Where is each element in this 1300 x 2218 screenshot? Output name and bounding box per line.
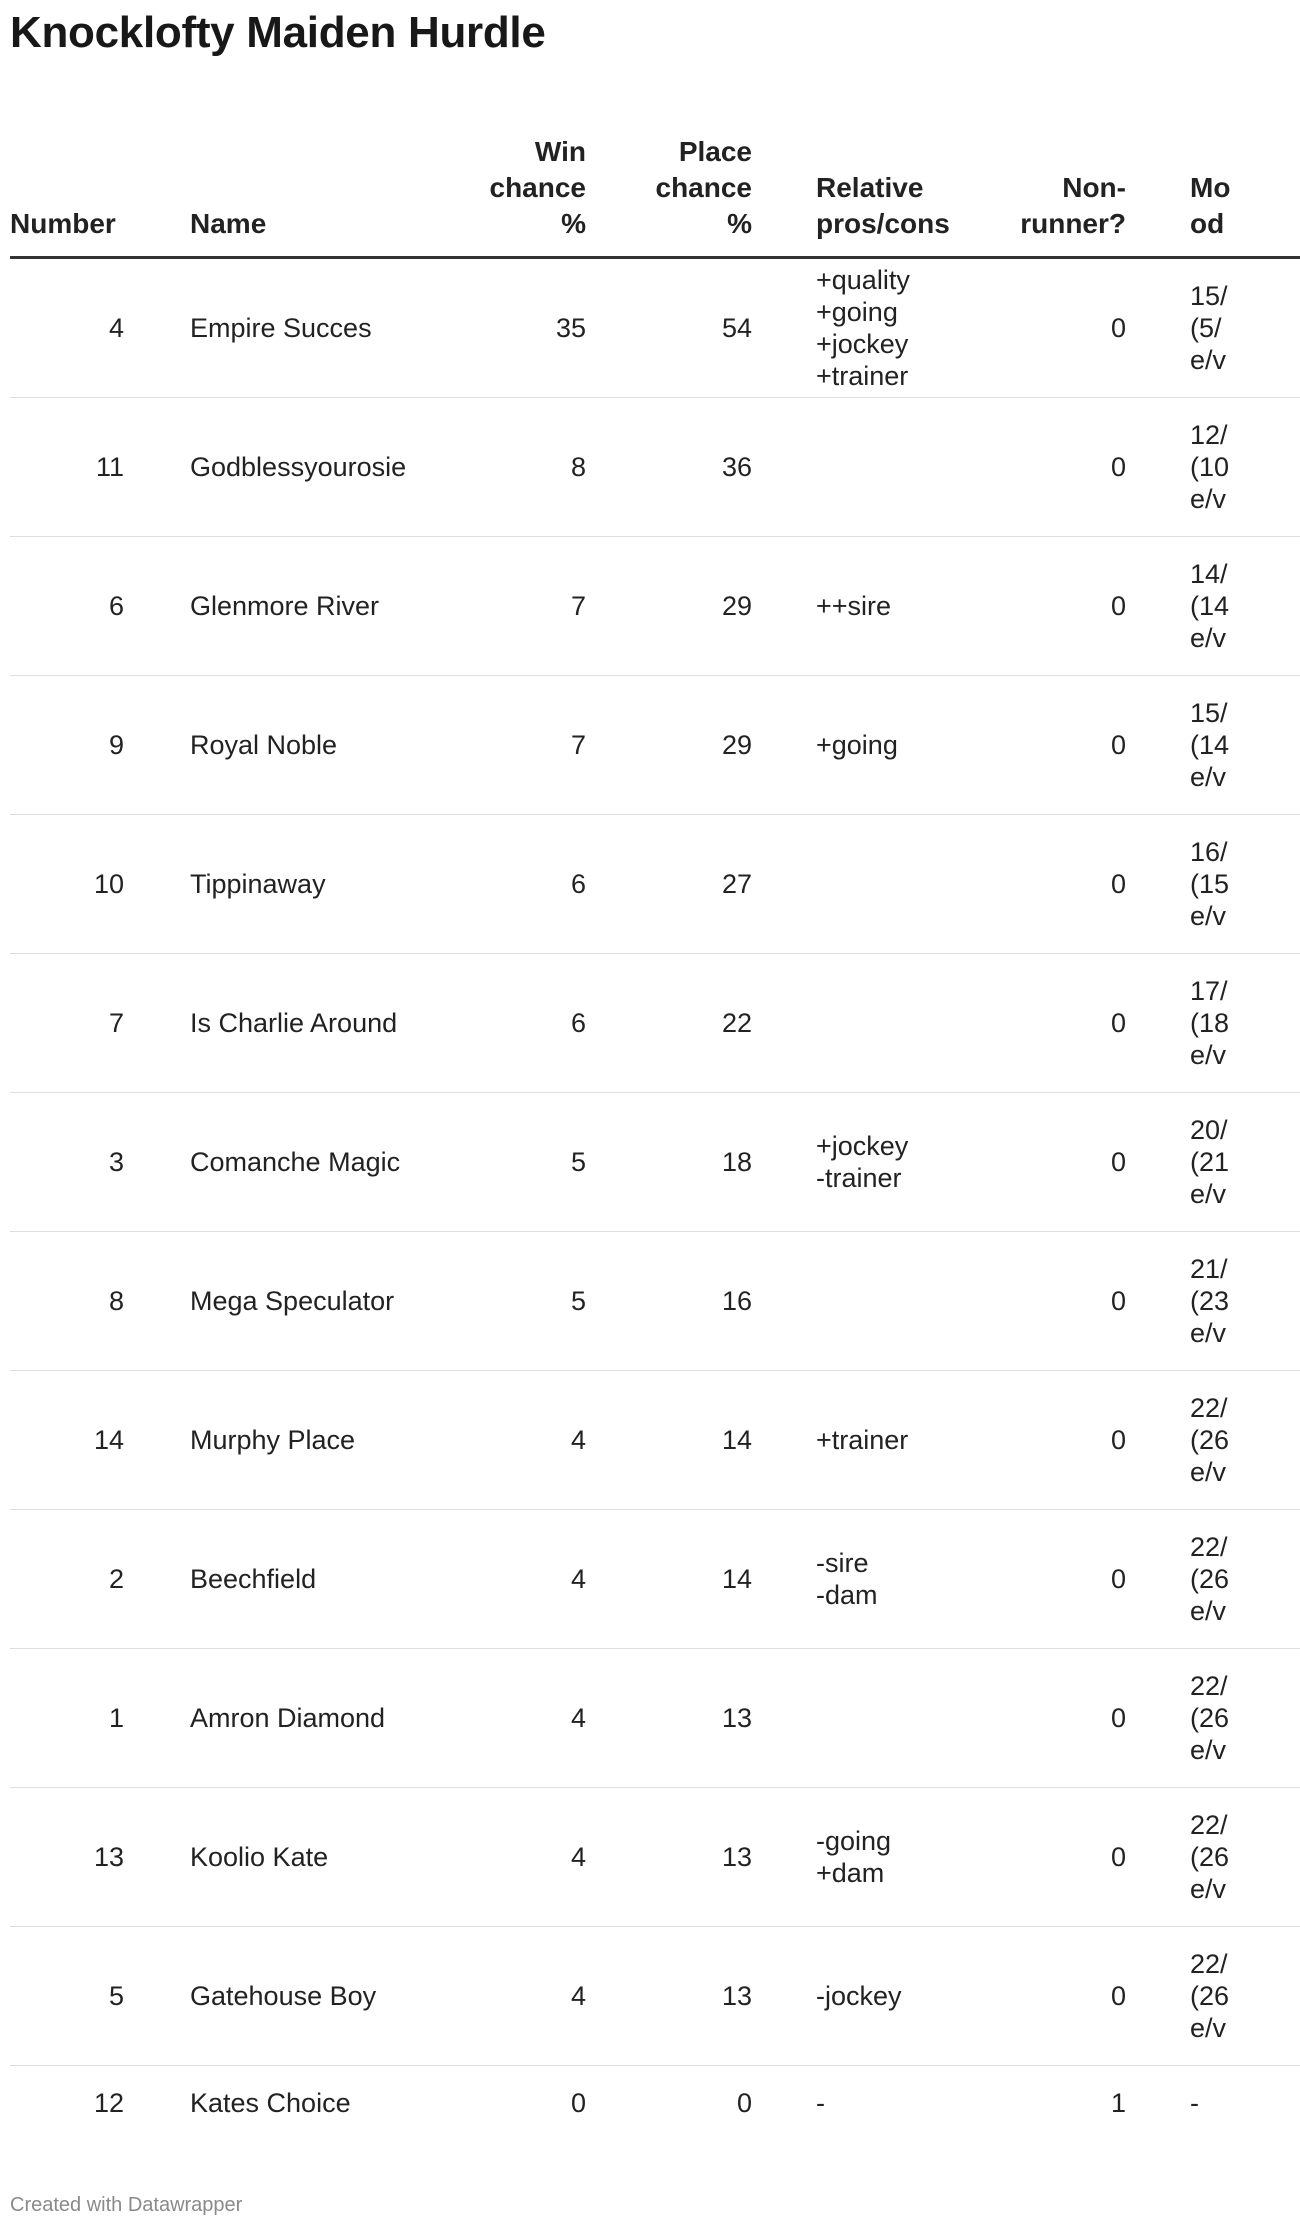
cell-place-chance: 18 (586, 1093, 752, 1232)
cell-win-chance: 7 (432, 676, 586, 815)
cell-name: Murphy Place (126, 1371, 432, 1510)
cell-win-chance: 6 (432, 954, 586, 1093)
cell-number: 8 (10, 1232, 126, 1371)
table-row (10, 676, 1300, 815)
cell-relative: -going +dam (752, 1788, 924, 1927)
cell-name: Glenmore River (126, 537, 432, 676)
cell-non-runner: 0 (924, 1649, 1126, 1788)
column-header-relative[interactable]: Relative pros/cons (752, 110, 924, 258)
cell-win-chance: 8 (432, 398, 586, 537)
cell-number: 9 (10, 676, 126, 815)
cell-number: 13 (10, 1788, 126, 1927)
cell-place-chance: 27 (586, 815, 752, 954)
cell-odds: 22/ (26 e/v (1126, 1927, 1300, 2066)
cell-place-chance: 14 (586, 1510, 752, 1649)
cell-non-runner: 0 (924, 815, 1126, 954)
table-row (10, 954, 1300, 1093)
cell-number: 2 (10, 1510, 126, 1649)
cell-non-runner: 0 (924, 954, 1126, 1093)
cell-relative (752, 954, 924, 1093)
cell-place-chance: 54 (586, 258, 752, 398)
table-header (10, 110, 1300, 258)
cell-non-runner: 0 (924, 1093, 1126, 1232)
cell-non-runner: 1 (1110, 2088, 1126, 2118)
cell-name: Mega Speculator (126, 1232, 432, 1371)
column-header-odds[interactable]: Mo od (1126, 110, 1300, 258)
cell-number: 7 (10, 954, 126, 1093)
cell-odds: 22/ (26 e/v (1126, 1510, 1300, 1649)
cell-name: Empire Succes (126, 258, 432, 398)
cell-number: 5 (10, 1927, 126, 2066)
cell-name: Royal Noble (126, 676, 432, 815)
cell-odds: 22/ (26 e/v (1126, 1788, 1300, 1927)
cell-win-chance: 4 (432, 1371, 586, 1510)
cell-odds: - (1190, 2088, 1199, 2118)
cell-relative (752, 1232, 924, 1371)
table-row (10, 1510, 1300, 1649)
table-row (10, 1649, 1300, 1788)
cell-relative: +trainer (752, 1371, 924, 1510)
cell-relative (752, 1649, 924, 1788)
page-title: Knocklofty Maiden Hurdle (10, 8, 546, 57)
cell-odds: 21/ (23 e/v (1126, 1232, 1300, 1371)
cell-name: Is Charlie Around (126, 954, 432, 1093)
cell-name: Amron Diamond (126, 1649, 432, 1788)
cell-number: 14 (10, 1371, 126, 1510)
table-row (10, 1232, 1300, 1371)
cell-relative: - (816, 2088, 825, 2118)
race-table-container[interactable] (10, 110, 1231, 2140)
cell-non-runner: 0 (924, 1788, 1126, 1927)
footer-credit[interactable]: Created with Datawrapper (10, 2194, 243, 2216)
cell-place-chance: 29 (586, 537, 752, 676)
cell-name: Beechfield (126, 1510, 432, 1649)
table-row (10, 2066, 1300, 2141)
cell-place-chance: 0 (736, 2088, 752, 2118)
cell-non-runner: 0 (924, 537, 1126, 676)
cell-non-runner: 0 (924, 398, 1126, 537)
race-table (10, 110, 1300, 2140)
cell-relative: +jockey -trainer (752, 1093, 924, 1232)
column-header-place-chance[interactable]: Place chance % (586, 110, 752, 258)
cell-non-runner: 0 (924, 1927, 1126, 2066)
table-row (10, 1788, 1300, 1927)
cell-win-chance: 4 (432, 1649, 586, 1788)
cell-number: 12 (93, 2088, 124, 2118)
cell-odds: 22/ (26 e/v (1126, 1649, 1300, 1788)
cell-place-chance: 13 (586, 1788, 752, 1927)
cell-win-chance: 7 (432, 537, 586, 676)
cell-relative: -sire -dam (752, 1510, 924, 1649)
cell-non-runner: 0 (924, 1510, 1126, 1649)
table-row (10, 1093, 1300, 1232)
cell-number: 4 (10, 258, 126, 398)
table-body (10, 258, 1300, 2141)
cell-number: 1 (10, 1649, 126, 1788)
cell-win-chance: 4 (432, 1788, 586, 1927)
cell-place-chance: 14 (586, 1371, 752, 1510)
cell-number: 10 (10, 815, 126, 954)
cell-win-chance: 6 (432, 815, 586, 954)
table-row (10, 1371, 1300, 1510)
column-header-name[interactable]: Name (126, 110, 432, 258)
cell-win-chance: 0 (570, 2088, 586, 2118)
column-header-number[interactable]: Number (10, 110, 126, 258)
cell-name: Koolio Kate (126, 1788, 432, 1927)
cell-relative (752, 398, 924, 537)
cell-non-runner: 0 (924, 1232, 1126, 1371)
cell-odds: 16/ (15 e/v (1126, 815, 1300, 954)
cell-odds: 15/ (14 e/v (1126, 676, 1300, 815)
cell-number: 6 (10, 537, 126, 676)
cell-win-chance: 4 (432, 1510, 586, 1649)
table-row (10, 1927, 1300, 2066)
column-header-non-runner[interactable]: Non- runner? (924, 110, 1126, 258)
cell-relative (752, 815, 924, 954)
column-header-win-chance[interactable]: Win chance % (432, 110, 586, 258)
cell-non-runner: 0 (924, 1371, 1126, 1510)
cell-place-chance: 13 (586, 1927, 752, 2066)
cell-win-chance: 35 (432, 258, 586, 398)
cell-place-chance: 29 (586, 676, 752, 815)
cell-relative: ++sire (752, 537, 924, 676)
table-row (10, 815, 1300, 954)
cell-number: 11 (10, 398, 126, 537)
cell-place-chance: 36 (586, 398, 752, 537)
cell-place-chance: 16 (586, 1232, 752, 1371)
table-row (10, 258, 1300, 398)
cell-odds: 14/ (14 e/v (1126, 537, 1300, 676)
cell-odds: 20/ (21 e/v (1126, 1093, 1300, 1232)
cell-win-chance: 4 (432, 1927, 586, 2066)
cell-odds: 17/ (18 e/v (1126, 954, 1300, 1093)
cell-place-chance: 22 (586, 954, 752, 1093)
cell-odds: 12/ (10 e/v (1126, 398, 1300, 537)
cell-win-chance: 5 (432, 1232, 586, 1371)
cell-relative: +going (752, 676, 924, 815)
cell-non-runner: 0 (924, 258, 1126, 398)
cell-win-chance: 5 (432, 1093, 586, 1232)
cell-odds: 15/ (5/ e/v (1126, 258, 1300, 398)
table-row (10, 398, 1300, 537)
cell-name: Godblessyourosie (126, 398, 432, 537)
table-row (10, 537, 1300, 676)
cell-relative: +quality +going +jockey +trainer (752, 258, 924, 398)
cell-relative: -jockey (752, 1927, 924, 2066)
cell-name: Gatehouse Boy (126, 1927, 432, 2066)
cell-non-runner: 0 (924, 676, 1126, 815)
cell-odds: 22/ (26 e/v (1126, 1371, 1300, 1510)
cell-number: 3 (10, 1093, 126, 1232)
header-row (10, 110, 1300, 258)
cell-name: Kates Choice (190, 2088, 351, 2118)
cell-place-chance: 13 (586, 1649, 752, 1788)
cell-name: Comanche Magic (126, 1093, 432, 1232)
cell-name: Tippinaway (126, 815, 432, 954)
